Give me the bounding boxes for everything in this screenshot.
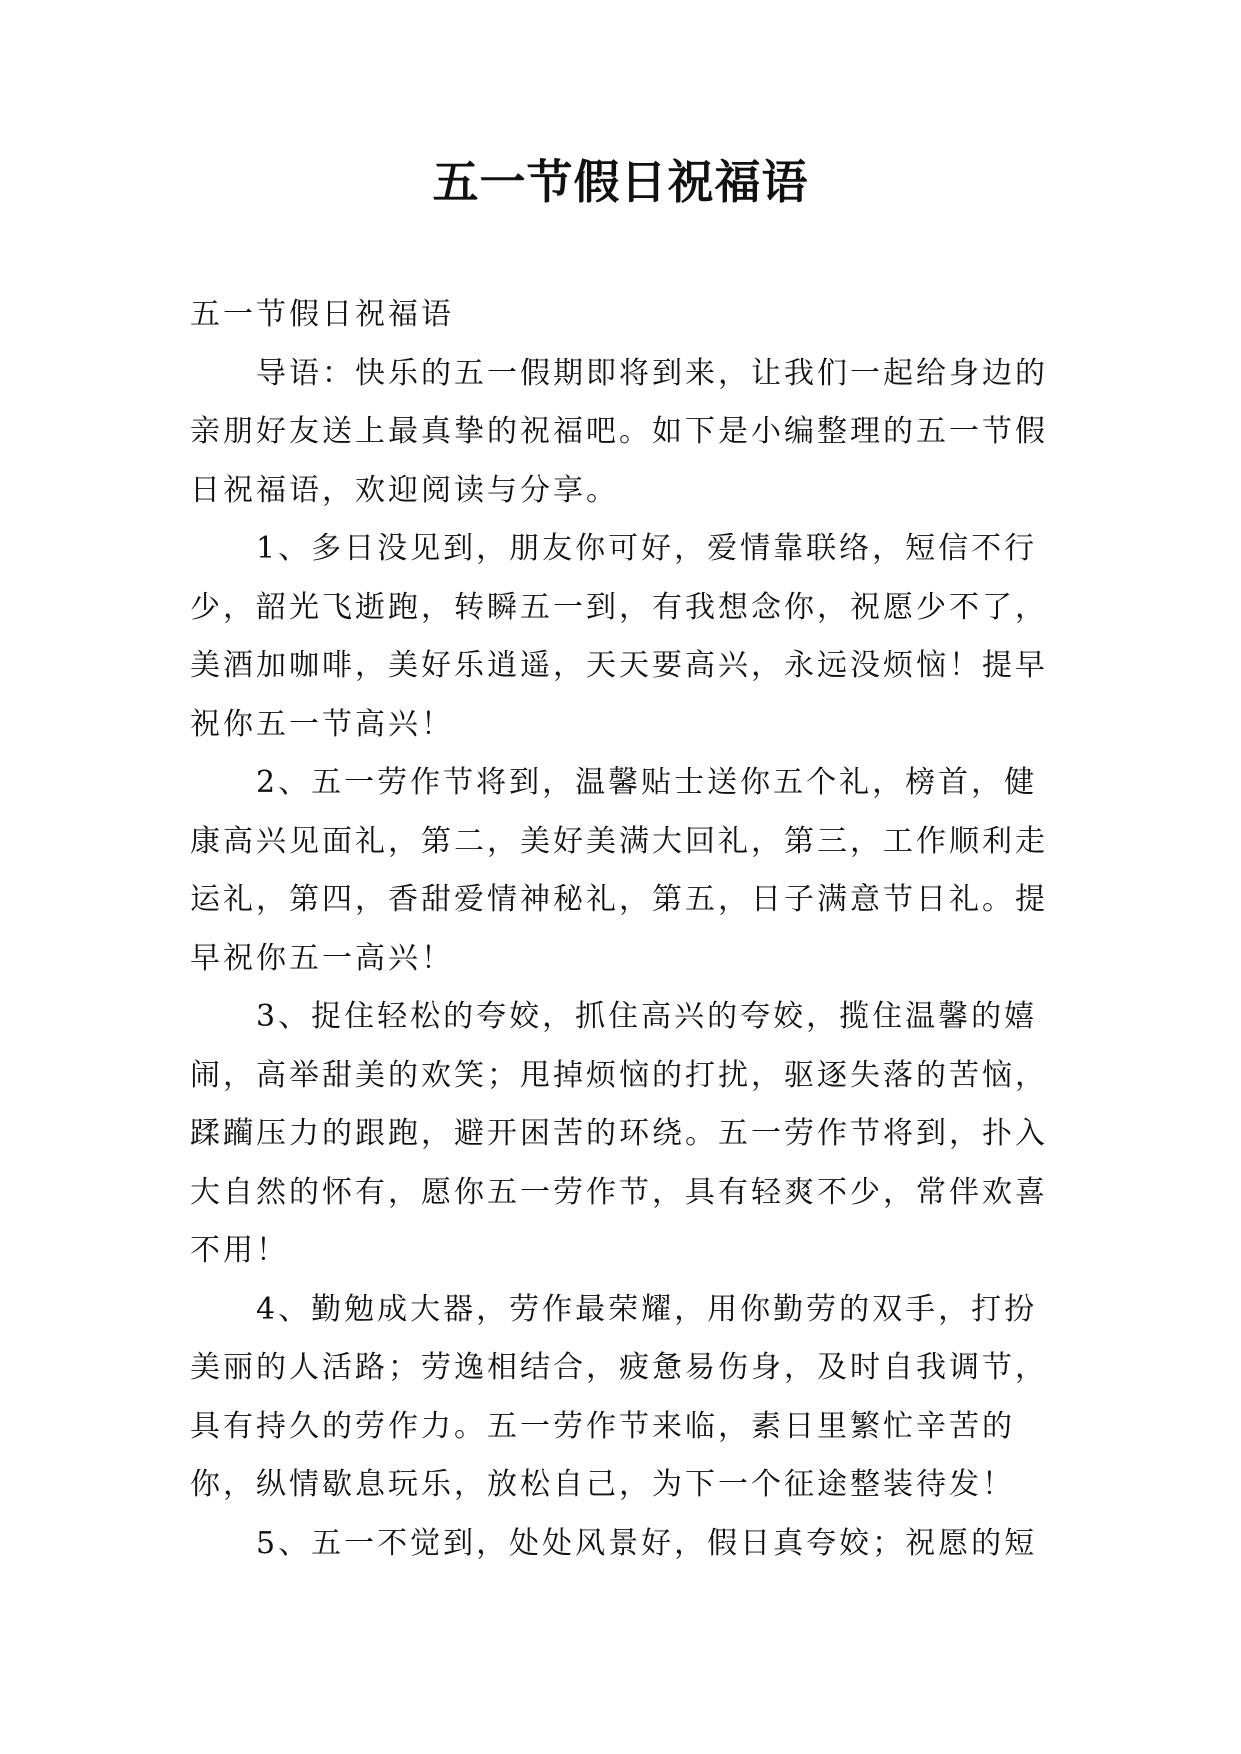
paragraph-item-2: 2、五一劳作节将到，温馨贴士送你五个礼，榜首，健康高兴见面礼，第二，美好美满大回礼，第三，工作顺利走运礼，第四，香甜爱情神秘礼，第五，日子满意节日礼。提早祝你五一高兴！ xyxy=(190,765,1048,976)
paragraph-item-4: 4、勤勉成大器，劳作最荣耀，用你勤劳的双手，打扮美丽的人活路；劳逸相结合，疲惫易伤身，及时自我调节，具有持久的劳作力。五一劳作节来临，素日里繁忙辛苦的你，纵情歇息玩乐，放松自己，为下一个征途整装待发！ xyxy=(190,1291,1048,1502)
paragraph-item-3: 3、捉住轻松的夸姣，抓住高兴的夸姣，揽住温馨的嬉闹，高举甜美的欢笑；甩掉烦恼的打扰，驱逐失落的苦恼，蹂躏压力的跟跑，避开困苦的环绕。五一劳作节将到，扑入大自然的怀有，愿你五一劳作节，具有轻爽不少，常伴欢喜不用！ xyxy=(190,999,1048,1268)
paragraph-item-1: 1、多日没见到，朋友你可好，爱情靠联络，短信不行少，韶光飞逝跑，转瞬五一到，有我想念你，祝愿少不了，美酒加咖啡，美好乐逍遥，天天要高兴，永远没烦恼！提早祝你五一节高兴！ xyxy=(190,531,1048,742)
paragraph-intro: 导语：快乐的五一假期即将到来，让我们一起给身边的亲朋好友送上最真挚的祝福吧。如下是小编整理的五一节假日祝福语，欢迎阅读与分享。 xyxy=(190,355,1048,508)
document-body xyxy=(190,286,1052,1573)
paragraph-item-5: 5、五一不觉到，处处风景好，假日真夸姣；祝愿的短 xyxy=(256,1525,1038,1561)
document-subtitle: 五一节假日祝福语 xyxy=(190,297,454,332)
document-title: 五一节假日祝福语 xyxy=(432,155,809,209)
